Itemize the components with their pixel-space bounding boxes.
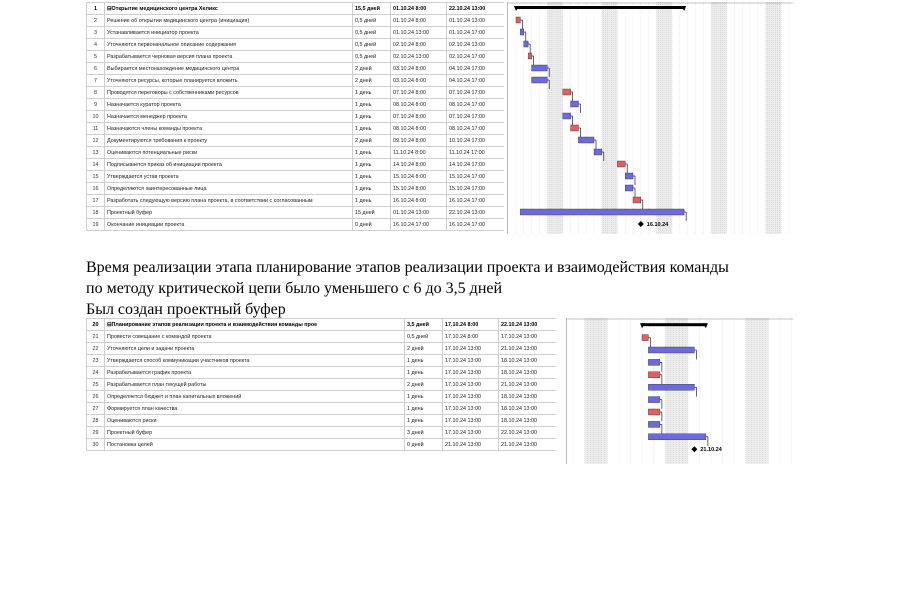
task-bar	[648, 359, 660, 365]
row-number[interactable]: 28	[87, 415, 105, 427]
finish-cell[interactable]: 14.10.24 17:00	[447, 159, 505, 171]
finish-cell[interactable]: 11.10.24 17:00	[447, 147, 505, 159]
duration-cell[interactable]: 1 день	[405, 355, 443, 367]
table-row[interactable]	[87, 99, 505, 111]
table-row[interactable]	[87, 367, 557, 379]
finish-cell[interactable]: 22.10.24 13:00	[447, 3, 505, 15]
finish-cell[interactable]: 15.10.24 17:00	[447, 183, 505, 195]
start-cell[interactable]: 17.10.24 13:00	[443, 379, 499, 391]
table-row[interactable]	[87, 415, 557, 427]
finish-cell[interactable]: 07.10.24 17:00	[447, 111, 505, 123]
duration-cell[interactable]: 0,5 дней	[353, 15, 391, 27]
finish-cell[interactable]: 01.10.24 13:00	[447, 15, 505, 27]
duration-cell[interactable]: 3 дней	[405, 427, 443, 439]
table-row[interactable]	[87, 75, 505, 87]
row-number[interactable]: 7	[87, 75, 105, 87]
paragraph-line-3: Был создан проектный буфер	[86, 301, 286, 318]
task-name-cell[interactable]: Разрабатывается черновая версия плана проекта	[105, 51, 353, 63]
task-name-cell[interactable]: ⊟Планирование этапов реализации проекта и взаимодействия команды прое	[105, 319, 405, 331]
duration-cell[interactable]: 1 день	[353, 147, 391, 159]
duration-cell[interactable]: 1 день	[353, 183, 391, 195]
duration-cell[interactable]: 2 дней	[353, 75, 391, 87]
description-paragraph	[86, 257, 866, 320]
table-row[interactable]	[87, 159, 505, 171]
task-bar	[648, 434, 706, 440]
finish-cell[interactable]: 16.10.24 17:00	[447, 195, 505, 207]
table-row[interactable]	[87, 331, 557, 343]
task-bar	[648, 384, 694, 390]
finish-cell[interactable]: 02.10.24 17:00	[447, 51, 505, 63]
milestone-date-label: 16.10.24	[646, 222, 669, 228]
task-bar	[571, 125, 579, 131]
table-row[interactable]	[87, 15, 505, 27]
row-number[interactable]: 24	[87, 367, 105, 379]
table-row[interactable]	[87, 87, 505, 99]
table-row[interactable]	[87, 219, 505, 231]
task-bar	[625, 173, 633, 179]
table-row[interactable]	[87, 171, 505, 183]
table-row[interactable]	[87, 195, 505, 207]
duration-cell[interactable]: 0,5 дней	[353, 39, 391, 51]
table-row[interactable]	[87, 439, 557, 451]
table-row[interactable]	[87, 111, 505, 123]
start-cell[interactable]: 08.10.24 8:00	[391, 99, 447, 111]
task-bar	[617, 161, 625, 167]
duration-cell[interactable]: 2 дней	[405, 343, 443, 355]
finish-cell[interactable]: 21.10.24 13:00	[499, 439, 557, 451]
task-name-cell[interactable]: Назначается куратор проекта	[105, 99, 353, 111]
finish-cell[interactable]: 18.10.24 13:00	[499, 367, 557, 379]
row-number[interactable]: 6	[87, 63, 105, 75]
summary-bar	[642, 323, 706, 326]
task-bar	[563, 89, 571, 95]
start-cell[interactable]: 01.10.24 13:00	[391, 27, 447, 39]
table-row[interactable]	[87, 403, 557, 415]
paragraph-line-1: Время реализации этапа планирование этапов реализации проекта и взаимодействия команды	[86, 259, 729, 276]
start-cell[interactable]: 17.10.24 13:00	[443, 415, 499, 427]
start-cell[interactable]: 16.10.24 8:00	[391, 195, 447, 207]
table-row[interactable]	[87, 51, 505, 63]
row-number[interactable]: 12	[87, 135, 105, 147]
start-cell[interactable]: 17.10.24 8:00	[443, 331, 499, 343]
duration-cell[interactable]: 0,5 дней	[353, 27, 391, 39]
start-cell[interactable]: 11.10.24 8:00	[391, 147, 447, 159]
task-name-cell[interactable]: Проектный буфер	[105, 427, 405, 439]
finish-cell[interactable]: 22.10.24 13:00	[499, 319, 557, 331]
table-row[interactable]	[87, 427, 557, 439]
task-name-cell[interactable]: Постановка целей	[105, 439, 405, 451]
table-row[interactable]	[87, 135, 505, 147]
start-cell[interactable]: 15.10.24 8:00	[391, 171, 447, 183]
duration-cell[interactable]: 2 дней	[353, 135, 391, 147]
finish-cell[interactable]: 18.10.24 13:00	[499, 403, 557, 415]
finish-cell[interactable]: 22.10.24 13:00	[447, 207, 505, 219]
duration-cell[interactable]: 0,5 дней	[405, 331, 443, 343]
start-cell[interactable]: 07.10.24 8:00	[391, 87, 447, 99]
row-number[interactable]: 11	[87, 123, 105, 135]
table-row[interactable]	[87, 123, 505, 135]
task-bar	[520, 209, 684, 215]
task-bar	[648, 397, 660, 403]
start-cell[interactable]: 02.10.24 13:00	[391, 51, 447, 63]
finish-cell[interactable]: 18.10.24 13:00	[499, 415, 557, 427]
start-cell[interactable]: 03.10.24 8:00	[391, 75, 447, 87]
start-cell[interactable]: 17.10.24 8:00	[443, 319, 499, 331]
row-number[interactable]: 3	[87, 27, 105, 39]
task-bar	[524, 41, 528, 47]
task-bar	[578, 137, 594, 143]
milestone-diamond	[638, 221, 644, 227]
task-name-cell[interactable]: Оцениваются потенциальные риски	[105, 147, 353, 159]
task-name-cell[interactable]: Определяется бюджет и план капитальных вложений	[105, 391, 405, 403]
task-name-cell[interactable]: Подписывается приказ об инициации проекта	[105, 159, 353, 171]
task-bar	[516, 17, 520, 23]
duration-cell[interactable]: 1 день	[353, 123, 391, 135]
row-number[interactable]: 26	[87, 391, 105, 403]
table-row[interactable]	[87, 147, 505, 159]
finish-cell[interactable]: 18.10.24 13:00	[499, 355, 557, 367]
finish-cell[interactable]: 07.10.24 17:00	[447, 87, 505, 99]
bottom-gantt-chart	[566, 318, 793, 464]
row-number[interactable]: 15	[87, 171, 105, 183]
row-number[interactable]: 2	[87, 15, 105, 27]
task-bar	[571, 101, 579, 107]
duration-cell[interactable]: 1 день	[405, 403, 443, 415]
finish-cell[interactable]: 08.10.24 17:00	[447, 99, 505, 111]
start-cell[interactable]: 01.10.24 13:00	[391, 207, 447, 219]
task-name-cell[interactable]: Разработать следующую версию плана проекта, в соответствии с согласованным	[105, 195, 353, 207]
table-row[interactable]	[87, 27, 505, 39]
finish-cell[interactable]: 08.10.24 17:00	[447, 123, 505, 135]
task-name-cell[interactable]: Утверждается способ коммуникации участников проекта	[105, 355, 405, 367]
task-name-cell[interactable]: Формируется план качества	[105, 403, 405, 415]
task-bar	[648, 421, 660, 427]
finish-cell[interactable]: 01.10.24 17:00	[447, 27, 505, 39]
row-number[interactable]: 16	[87, 183, 105, 195]
row-number[interactable]: 13	[87, 147, 105, 159]
task-name-cell[interactable]: Окончание инициации проекта	[105, 219, 353, 231]
row-number[interactable]: 4	[87, 39, 105, 51]
row-number[interactable]: 9	[87, 99, 105, 111]
paragraph-line-2: по методу критической цепи было уменьшего с 6 до 3,5 дней	[86, 280, 503, 297]
table-row[interactable]	[87, 183, 505, 195]
finish-cell[interactable]: 22.10.24 13:00	[499, 427, 557, 439]
task-name-cell[interactable]: Уточняются первоначальное описание содержания	[105, 39, 353, 51]
start-cell[interactable]: 01.10.24 8:00	[391, 15, 447, 27]
finish-cell[interactable]: 17.10.24 13:00	[499, 331, 557, 343]
task-name-cell[interactable]: Проводятся переговоры с собственниками ресурсов	[105, 87, 353, 99]
task-name-cell[interactable]: Проектный буфер	[105, 207, 353, 219]
duration-cell[interactable]: 1 день	[353, 99, 391, 111]
row-number[interactable]: 5	[87, 51, 105, 63]
row-number[interactable]: 21	[87, 331, 105, 343]
milestone-date-label: 21.10.24	[700, 447, 722, 454]
task-bar	[642, 335, 648, 341]
start-cell[interactable]: 17.10.24 13:00	[443, 427, 499, 439]
duration-cell[interactable]: 0 дней	[353, 219, 391, 231]
row-number[interactable]: 19	[87, 219, 105, 231]
finish-cell[interactable]: 04.10.24 17:00	[447, 63, 505, 75]
finish-cell[interactable]: 16.10.24 17:00	[447, 219, 505, 231]
start-cell[interactable]: 17.10.24 13:00	[443, 403, 499, 415]
duration-cell[interactable]: 1 день	[353, 87, 391, 99]
start-cell[interactable]: 17.10.24 13:00	[443, 391, 499, 403]
row-number[interactable]: 14	[87, 159, 105, 171]
row-number[interactable]: 25	[87, 379, 105, 391]
task-bar	[648, 409, 660, 415]
row-number[interactable]: 22	[87, 343, 105, 355]
finish-cell[interactable]: 18.10.24 13:00	[499, 391, 557, 403]
bottom-task-table	[86, 318, 556, 464]
start-cell[interactable]: 07.10.24 8:00	[391, 111, 447, 123]
start-cell[interactable]: 09.10.24 8:00	[391, 135, 447, 147]
row-number[interactable]: 18	[87, 207, 105, 219]
task-name-cell[interactable]: Разрабатывается график проекта	[105, 367, 405, 379]
task-name-cell[interactable]: ⊟Открытие медицинского центра Хеликс	[105, 3, 353, 15]
duration-cell[interactable]: 1 день	[353, 171, 391, 183]
task-name-cell[interactable]: Выбирается местонахождение медицинского центра	[105, 63, 353, 75]
task-bar	[532, 65, 548, 71]
row-number[interactable]: 17	[87, 195, 105, 207]
start-cell[interactable]: 17.10.24 13:00	[443, 367, 499, 379]
duration-cell[interactable]: 1 день	[405, 415, 443, 427]
task-bar	[648, 347, 694, 353]
start-cell[interactable]: 08.10.24 8:00	[391, 123, 447, 135]
table-row[interactable]	[87, 343, 557, 355]
table-row[interactable]	[87, 355, 557, 367]
start-cell[interactable]: 16.10.24 17:00	[391, 219, 447, 231]
task-name-cell[interactable]: Назначается менеджер проекта	[105, 111, 353, 123]
top-task-table	[86, 2, 504, 232]
finish-cell[interactable]: 21.10.24 13:00	[499, 379, 557, 391]
task-name-cell[interactable]: Назначаются члены команды проекта	[105, 123, 353, 135]
row-number[interactable]: 29	[87, 427, 105, 439]
duration-cell[interactable]: 2 дней	[405, 379, 443, 391]
row-number[interactable]: 30	[87, 439, 105, 451]
start-cell[interactable]: 14.10.24 8:00	[391, 159, 447, 171]
duration-cell[interactable]: 3,5 дней	[405, 319, 443, 331]
table-row[interactable]	[87, 3, 505, 15]
row-number[interactable]: 27	[87, 403, 105, 415]
start-cell[interactable]: 15.10.24 8:00	[391, 183, 447, 195]
task-name-cell[interactable]: Устанавливается инициатор проекта	[105, 27, 353, 39]
row-number[interactable]: 8	[87, 87, 105, 99]
duration-cell[interactable]: 1 день	[353, 111, 391, 123]
start-cell[interactable]: 03.10.24 8:00	[391, 63, 447, 75]
summary-bar	[516, 6, 684, 9]
task-bar	[633, 197, 641, 203]
task-name-cell[interactable]: Уточняются ресурсы, которые планируется вложить	[105, 75, 353, 87]
start-cell[interactable]: 02.10.24 8:00	[391, 39, 447, 51]
row-number[interactable]: 20	[87, 319, 105, 331]
task-bar	[532, 77, 548, 83]
duration-cell[interactable]: 0,5 дней	[353, 51, 391, 63]
task-name-cell[interactable]: Утверждается устав проекта	[105, 171, 353, 183]
task-bar	[520, 29, 523, 35]
task-name-cell[interactable]: Документируются требования к проекту	[105, 135, 353, 147]
task-bar	[528, 53, 531, 59]
finish-cell[interactable]: 04.10.24 17:00	[447, 75, 505, 87]
task-bar	[648, 372, 660, 378]
finish-cell[interactable]: 02.10.24 13:00	[447, 39, 505, 51]
start-cell[interactable]: 17.10.24 13:00	[443, 343, 499, 355]
duration-cell[interactable]: 0 дней	[405, 439, 443, 451]
milestone-diamond	[691, 446, 697, 452]
table-row[interactable]	[87, 63, 505, 75]
duration-cell[interactable]: 15 дней	[353, 207, 391, 219]
start-cell[interactable]: 01.10.24 8:00	[391, 3, 447, 15]
duration-cell[interactable]: 15,5 дней	[353, 3, 391, 15]
finish-cell[interactable]: 15.10.24 17:00	[447, 171, 505, 183]
table-row[interactable]	[87, 39, 505, 51]
task-name-cell[interactable]: Определяются заинтересованные лица	[105, 183, 353, 195]
start-cell[interactable]: 21.10.24 13:00	[443, 439, 499, 451]
duration-cell[interactable]: 2 дней	[353, 63, 391, 75]
top-gantt-chart	[507, 2, 793, 234]
row-number[interactable]: 23	[87, 355, 105, 367]
task-bar	[625, 185, 633, 191]
task-bar	[563, 113, 571, 119]
task-name-cell[interactable]: Уточняются цели и задачи проекта	[105, 343, 405, 355]
table-row[interactable]	[87, 379, 557, 391]
row-number[interactable]: 10	[87, 111, 105, 123]
duration-cell[interactable]: 1 день	[405, 367, 443, 379]
finish-cell[interactable]: 21.10.24 13:00	[499, 343, 557, 355]
task-name-cell[interactable]: Решение об открытии медицинского центра (инициация)	[105, 15, 353, 27]
duration-cell[interactable]: 1 день	[405, 391, 443, 403]
table-row[interactable]	[87, 207, 505, 219]
finish-cell[interactable]: 10.10.24 17:00	[447, 135, 505, 147]
duration-cell[interactable]: 1 день	[353, 159, 391, 171]
task-name-cell[interactable]: Провести совещание с командой проекта	[105, 331, 405, 343]
start-cell[interactable]: 17.10.24 13:00	[443, 355, 499, 367]
task-bar	[594, 149, 602, 155]
row-number[interactable]: 1	[87, 3, 105, 15]
task-name-cell[interactable]: Оцениваются риски	[105, 415, 405, 427]
task-name-cell[interactable]: Разрабатывается план текущей работы	[105, 379, 405, 391]
table-row[interactable]	[87, 391, 557, 403]
table-row[interactable]	[87, 319, 557, 331]
duration-cell[interactable]: 1 день	[353, 195, 391, 207]
